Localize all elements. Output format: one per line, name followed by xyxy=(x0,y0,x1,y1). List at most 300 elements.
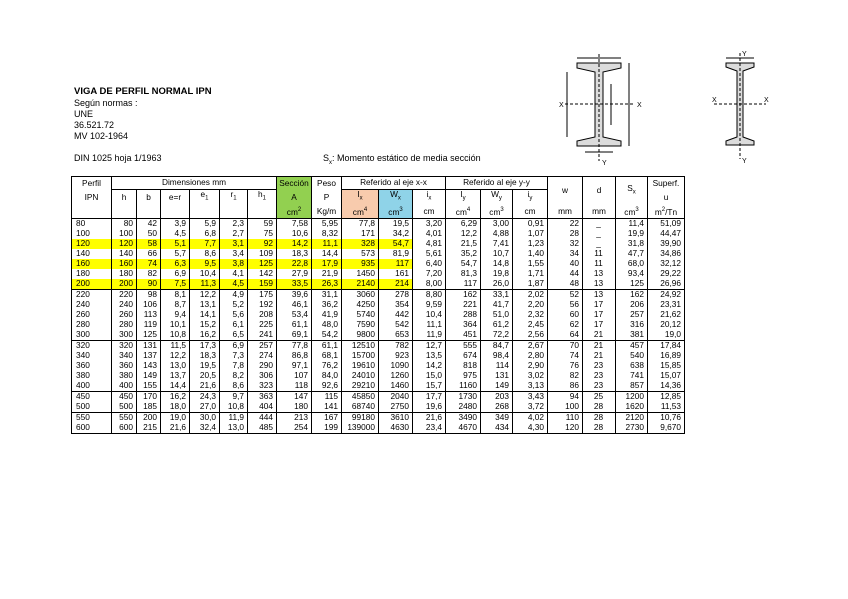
cell-wx: 782 xyxy=(379,341,413,352)
col-perfil-header: Perfil xyxy=(72,177,112,190)
cell-r1: 9,7 xyxy=(220,392,248,403)
cell-b: 58 xyxy=(137,239,161,249)
cell-wx: 354 xyxy=(379,300,413,310)
cell-p: 36,2 xyxy=(312,300,342,310)
cell-h: 260 xyxy=(112,310,137,320)
cell-wy: 84,7 xyxy=(481,341,513,352)
cell-ix-radius: 7,20 xyxy=(413,269,446,279)
cell-u: 21,62 xyxy=(648,310,685,320)
cell-ix: 2140 xyxy=(342,279,379,290)
cell-p: 26,3 xyxy=(312,279,342,290)
ipn-section-axes-drawing xyxy=(712,47,772,165)
cell-d: 21 xyxy=(583,330,616,341)
cell-sx: 457 xyxy=(616,341,648,352)
cell-p: 54,2 xyxy=(312,330,342,341)
cell-wx: 117 xyxy=(379,259,413,269)
cell-e: 11,5 xyxy=(161,341,190,352)
units-r1 xyxy=(220,205,248,219)
cell-wx: 2040 xyxy=(379,392,413,403)
col-iy-sub: y xyxy=(462,196,466,203)
cell-e1: 30,0 xyxy=(190,413,220,424)
col-h1-symbol: h xyxy=(258,189,263,200)
cell-iy: 975 xyxy=(446,371,481,381)
cell-p: 141 xyxy=(312,402,342,413)
cell-perfil: 550 xyxy=(72,413,112,424)
cell-wx: 214 xyxy=(379,279,413,290)
units-iy-sup: 4 xyxy=(466,206,471,213)
cell-e1: 20,5 xyxy=(190,371,220,381)
col-e1-sub: 1 xyxy=(205,196,209,203)
cell-perfil: 380 xyxy=(72,371,112,381)
cell-w: 62 xyxy=(548,320,583,330)
cell-d: _ xyxy=(583,219,616,230)
cell-sx: 93,4 xyxy=(616,269,648,279)
cell-ix: 1450 xyxy=(342,269,379,279)
units-wx-text: cm xyxy=(388,206,400,217)
cell-ix: 9800 xyxy=(342,330,379,341)
cell-w: 86 xyxy=(548,381,583,392)
cell-h: 120 xyxy=(112,239,137,249)
ipn-profile-drawing xyxy=(555,49,650,167)
cell-iy-radius: 1,87 xyxy=(513,279,548,290)
cell-a: 118 xyxy=(277,381,312,392)
cell-e1: 5,9 xyxy=(190,219,220,230)
cell-d: 21 xyxy=(583,351,616,361)
cell-a: 14,2 xyxy=(277,239,312,249)
cell-ix-radius: 14,2 xyxy=(413,361,446,371)
units-sx-text: cm xyxy=(624,206,636,217)
table-row xyxy=(72,300,685,310)
cell-r1: 6,9 xyxy=(220,341,248,352)
cell-h1: 208 xyxy=(248,310,277,320)
col-u-header: u xyxy=(648,190,685,206)
cell-wx: 3610 xyxy=(379,413,413,424)
cell-ix: 171 xyxy=(342,229,379,239)
cell-iy-radius: 3,02 xyxy=(513,371,548,381)
cell-ix-radius: 15,0 xyxy=(413,371,446,381)
cell-ix: 99180 xyxy=(342,413,379,424)
table-row xyxy=(72,381,685,392)
table-row xyxy=(72,413,685,424)
col-r1-sub: 1 xyxy=(233,196,237,203)
cell-r1: 11,9 xyxy=(220,413,248,424)
cell-wy: 98,4 xyxy=(481,351,513,361)
cell-e: 19,0 xyxy=(161,413,190,424)
cell-p: 76,2 xyxy=(312,361,342,371)
cell-ix-radius: 11,9 xyxy=(413,330,446,341)
cell-ix-radius: 8,00 xyxy=(413,279,446,290)
cell-w: 56 xyxy=(548,300,583,310)
cell-b: 137 xyxy=(137,351,161,361)
cell-wy: 51,0 xyxy=(481,310,513,320)
units-wx xyxy=(379,205,413,219)
table-row xyxy=(72,371,685,381)
col-iy-radius-header xyxy=(513,190,548,206)
cell-sx: 857 xyxy=(616,381,648,392)
cell-w: 28 xyxy=(548,229,583,239)
cell-d: 23 xyxy=(583,381,616,392)
cell-ix-radius: 3,20 xyxy=(413,219,446,230)
cell-wy: 14,8 xyxy=(481,259,513,269)
cell-ix: 45850 xyxy=(342,392,379,403)
units-e xyxy=(161,205,190,219)
cell-sx: 1620 xyxy=(616,402,648,413)
cell-b: 185 xyxy=(137,402,161,413)
cell-e1: 6,8 xyxy=(190,229,220,239)
cell-p: 11,1 xyxy=(312,239,342,249)
cell-wy: 131 xyxy=(481,371,513,381)
col-sx-header xyxy=(616,177,648,206)
cell-r1: 3,1 xyxy=(220,239,248,249)
units-ix xyxy=(342,205,379,219)
cell-wy: 26,0 xyxy=(481,279,513,290)
cell-w: 60 xyxy=(548,310,583,320)
cell-a: 213 xyxy=(277,413,312,424)
col-wy-header xyxy=(481,190,513,206)
cell-perfil: 320 xyxy=(72,341,112,352)
cell-r1: 4,5 xyxy=(220,279,248,290)
cell-iy-radius: 1,40 xyxy=(513,249,548,259)
cell-p: 68,1 xyxy=(312,351,342,361)
col-b-header: b xyxy=(137,190,161,206)
cell-w: 74 xyxy=(548,351,583,361)
cell-h1: 363 xyxy=(248,392,277,403)
cell-u: 16,89 xyxy=(648,351,685,361)
cell-b: 200 xyxy=(137,413,161,424)
cell-sx: 638 xyxy=(616,361,648,371)
cell-iy-radius: 2,90 xyxy=(513,361,548,371)
cell-iy-radius: 2,20 xyxy=(513,300,548,310)
cell-iy: 21,5 xyxy=(446,239,481,249)
cell-iy-radius: 2,56 xyxy=(513,330,548,341)
table-row xyxy=(72,310,685,320)
col-ix-radius-header xyxy=(413,190,446,206)
units-wx-sup: 3 xyxy=(399,206,403,213)
cell-iy: 35,2 xyxy=(446,249,481,259)
cell-ix-radius: 6,40 xyxy=(413,259,446,269)
cell-h1: 306 xyxy=(248,371,277,381)
cell-wy: 33,1 xyxy=(481,290,513,301)
cell-iy: 4670 xyxy=(446,423,481,434)
cell-e1: 12,2 xyxy=(190,290,220,301)
cell-wx: 54,7 xyxy=(379,239,413,249)
cell-h1: 192 xyxy=(248,300,277,310)
cell-h1: 225 xyxy=(248,320,277,330)
cell-b: 125 xyxy=(137,330,161,341)
cell-ix: 5740 xyxy=(342,310,379,320)
cell-e: 13,7 xyxy=(161,371,190,381)
cell-h: 500 xyxy=(112,402,137,413)
cell-d: 23 xyxy=(583,361,616,371)
cell-perfil: 500 xyxy=(72,402,112,413)
cell-u: 29,22 xyxy=(648,269,685,279)
cell-h: 220 xyxy=(112,290,137,301)
cell-iy-radius: 2,02 xyxy=(513,290,548,301)
cell-sx: 540 xyxy=(616,351,648,361)
cell-b: 131 xyxy=(137,341,161,352)
cell-h1: 75 xyxy=(248,229,277,239)
cell-perfil: 180 xyxy=(72,269,112,279)
units-u-text: m xyxy=(654,206,662,217)
cell-w: 94 xyxy=(548,392,583,403)
cell-ix: 4250 xyxy=(342,300,379,310)
cell-d: 25 xyxy=(583,392,616,403)
cell-perfil: 360 xyxy=(72,361,112,371)
cell-d: 13 xyxy=(583,290,616,301)
cell-ix-radius: 15,7 xyxy=(413,381,446,392)
cell-ix-radius: 8,80 xyxy=(413,290,446,301)
cell-sx: 2120 xyxy=(616,413,648,424)
cell-b: 113 xyxy=(137,310,161,320)
col-ix-symbol: I xyxy=(357,189,360,200)
cell-ix-radius: 4,81 xyxy=(413,239,446,249)
document-title: VIGA DE PERFIL NORMAL IPN xyxy=(74,86,212,97)
cell-ix-radius: 23,4 xyxy=(413,423,446,434)
cell-a: 22,8 xyxy=(277,259,312,269)
cell-iy: 12,2 xyxy=(446,229,481,239)
col-d-header: d xyxy=(583,177,616,206)
units-a xyxy=(277,205,312,219)
cell-w: 110 xyxy=(548,413,583,424)
units-sx-sup: 3 xyxy=(635,206,639,213)
cell-ix: 68740 xyxy=(342,402,379,413)
cell-perfil: 450 xyxy=(72,392,112,403)
cell-h: 280 xyxy=(112,320,137,330)
din-reference: DIN 1025 hoja 1/1963 xyxy=(74,153,162,163)
cell-e1: 14,1 xyxy=(190,310,220,320)
cell-e: 12,2 xyxy=(161,351,190,361)
axis-y-bottom-label: Y xyxy=(742,158,747,165)
cell-a: 7,58 xyxy=(277,219,312,230)
sx-note xyxy=(323,153,481,166)
col-peso-header: Peso xyxy=(312,177,342,190)
cell-p: 41,9 xyxy=(312,310,342,320)
cell-w: 100 xyxy=(548,402,583,413)
cell-sx: 741 xyxy=(616,371,648,381)
norma-une-number: 36.521.72 xyxy=(74,120,115,130)
cell-u: 17,84 xyxy=(648,341,685,352)
cell-sx: 316 xyxy=(616,320,648,330)
units-iy-radius: cm xyxy=(513,205,548,219)
units-iy xyxy=(446,205,481,219)
col-iy-radius-sub: y xyxy=(529,196,533,203)
cell-wy: 7,41 xyxy=(481,239,513,249)
axis-x-left-label: X xyxy=(712,97,717,104)
cell-e: 4,5 xyxy=(161,229,190,239)
table-row xyxy=(72,279,685,290)
cell-wy: 72,2 xyxy=(481,330,513,341)
cell-perfil: 340 xyxy=(72,351,112,361)
cell-wx: 2750 xyxy=(379,402,413,413)
cell-u: 32,12 xyxy=(648,259,685,269)
cell-d: 13 xyxy=(583,269,616,279)
cell-ix: 29210 xyxy=(342,381,379,392)
cell-a: 33,5 xyxy=(277,279,312,290)
cell-iy: 1730 xyxy=(446,392,481,403)
units-iy-text: cm xyxy=(455,206,467,217)
cell-b: 170 xyxy=(137,392,161,403)
cell-sx: 381 xyxy=(616,330,648,341)
cell-wy: 434 xyxy=(481,423,513,434)
cell-b: 119 xyxy=(137,320,161,330)
col-h-header: h xyxy=(112,190,137,206)
table-row xyxy=(72,239,685,249)
table-row xyxy=(72,341,685,352)
cell-u: 19,0 xyxy=(648,330,685,341)
table-row xyxy=(72,361,685,371)
cell-u: 20,12 xyxy=(648,320,685,330)
cell-wx: 923 xyxy=(379,351,413,361)
cell-h1: 159 xyxy=(248,279,277,290)
col-iy-radius-symbol: i xyxy=(527,189,530,200)
cell-a: 10,6 xyxy=(277,229,312,239)
cell-ix: 3060 xyxy=(342,290,379,301)
cell-sx: 1200 xyxy=(616,392,648,403)
cell-b: 50 xyxy=(137,229,161,239)
cell-e1: 8,6 xyxy=(190,249,220,259)
units-a-sup: 2 xyxy=(297,206,302,213)
col-wx-header xyxy=(379,190,413,206)
col-ipn-header: IPN xyxy=(72,190,112,206)
cell-h: 160 xyxy=(112,259,137,269)
document-header xyxy=(74,86,212,142)
units-e1 xyxy=(190,205,220,219)
table-row xyxy=(72,290,685,301)
cell-ix: 7590 xyxy=(342,320,379,330)
cell-u: 14,36 xyxy=(648,381,685,392)
cell-r1: 6,5 xyxy=(220,330,248,341)
cell-u: 26,96 xyxy=(648,279,685,290)
cell-w: 76 xyxy=(548,361,583,371)
col-eje-y-header: Referido al eje y-y xyxy=(446,177,548,190)
units-ix-radius: cm xyxy=(413,205,446,219)
units-wy xyxy=(481,205,513,219)
cell-wx: 4630 xyxy=(379,423,413,434)
cell-h: 380 xyxy=(112,371,137,381)
cell-w: 70 xyxy=(548,341,583,352)
cell-a: 254 xyxy=(277,423,312,434)
cell-w: 52 xyxy=(548,290,583,301)
cell-iy-radius: 2,32 xyxy=(513,310,548,320)
cell-h: 140 xyxy=(112,249,137,259)
cell-p: 14,4 xyxy=(312,249,342,259)
units-wy-sup: 3 xyxy=(500,206,504,213)
cell-p: 5,95 xyxy=(312,219,342,230)
col-ix-radius-sub: x xyxy=(428,196,432,203)
cell-w: 64 xyxy=(548,330,583,341)
cell-h: 180 xyxy=(112,269,137,279)
cell-ix: 935 xyxy=(342,259,379,269)
cell-b: 155 xyxy=(137,381,161,392)
cell-sx: 2730 xyxy=(616,423,648,434)
cell-u: 10,76 xyxy=(648,413,685,424)
cell-h1: 142 xyxy=(248,269,277,279)
cell-e1: 9,5 xyxy=(190,259,220,269)
cell-ix: 573 xyxy=(342,249,379,259)
cell-b: 98 xyxy=(137,290,161,301)
cell-ix-radius: 13,5 xyxy=(413,351,446,361)
cell-w: 32 xyxy=(548,239,583,249)
cell-wx: 1090 xyxy=(379,361,413,371)
cell-ix: 19610 xyxy=(342,361,379,371)
cell-e1: 17,3 xyxy=(190,341,220,352)
cell-b: 74 xyxy=(137,259,161,269)
cell-p: 199 xyxy=(312,423,342,434)
cell-iy-radius: 4,02 xyxy=(513,413,548,424)
cell-r1: 2,3 xyxy=(220,219,248,230)
cell-sx: 125 xyxy=(616,279,648,290)
units-h1 xyxy=(248,205,277,219)
cell-a: 69,1 xyxy=(277,330,312,341)
cell-d: _ xyxy=(583,239,616,249)
cell-h1: 290 xyxy=(248,361,277,371)
sx-note-sub: x xyxy=(329,159,333,166)
table-row xyxy=(72,229,685,239)
cell-ix: 15700 xyxy=(342,351,379,361)
cell-a: 27,9 xyxy=(277,269,312,279)
cell-a: 97,1 xyxy=(277,361,312,371)
cell-iy: 6,29 xyxy=(446,219,481,230)
cell-r1: 7,8 xyxy=(220,361,248,371)
col-wx-symbol: W xyxy=(390,189,398,200)
cell-p: 61,1 xyxy=(312,341,342,352)
cell-sx: 68,0 xyxy=(616,259,648,269)
cell-e: 6,9 xyxy=(161,269,190,279)
cell-w: 40 xyxy=(548,259,583,269)
units-u-sup: 2 xyxy=(661,206,666,213)
cell-sx: 257 xyxy=(616,310,648,320)
cell-h: 240 xyxy=(112,300,137,310)
cell-ix-radius: 21,6 xyxy=(413,413,446,424)
cell-sx: 11,4 xyxy=(616,219,648,230)
cell-perfil: 200 xyxy=(72,279,112,290)
cell-u: 9,670 xyxy=(648,423,685,434)
table-row xyxy=(72,402,685,413)
cell-sx: 31,8 xyxy=(616,239,648,249)
axis-x-left-label: X xyxy=(559,102,564,109)
cell-wx: 542 xyxy=(379,320,413,330)
cell-h1: 125 xyxy=(248,259,277,269)
cell-iy: 451 xyxy=(446,330,481,341)
cell-iy: 162 xyxy=(446,290,481,301)
axis-y-bottom-label: Y xyxy=(602,160,607,167)
cell-w: 44 xyxy=(548,269,583,279)
cell-e: 21,6 xyxy=(161,423,190,434)
units-b xyxy=(137,205,161,219)
col-wy-symbol: W xyxy=(491,189,499,200)
cell-wx: 278 xyxy=(379,290,413,301)
table-row xyxy=(72,351,685,361)
cell-iy-radius: 1,71 xyxy=(513,269,548,279)
cell-iy: 818 xyxy=(446,361,481,371)
table-row xyxy=(72,423,685,434)
cell-b: 66 xyxy=(137,249,161,259)
col-iy-header xyxy=(446,190,481,206)
cell-p: 31,1 xyxy=(312,290,342,301)
cell-u: 23,31 xyxy=(648,300,685,310)
cell-h: 80 xyxy=(112,219,137,230)
cell-a: 86,8 xyxy=(277,351,312,361)
cell-sx: 47,7 xyxy=(616,249,648,259)
cell-e1: 27,0 xyxy=(190,402,220,413)
cell-ix-radius: 12,7 xyxy=(413,341,446,352)
cell-perfil: 140 xyxy=(72,249,112,259)
ipn-properties-table xyxy=(71,176,685,434)
cell-h: 550 xyxy=(112,413,137,424)
cell-iy: 364 xyxy=(446,320,481,330)
cell-h1: 92 xyxy=(248,239,277,249)
header-row-1 xyxy=(72,177,685,190)
